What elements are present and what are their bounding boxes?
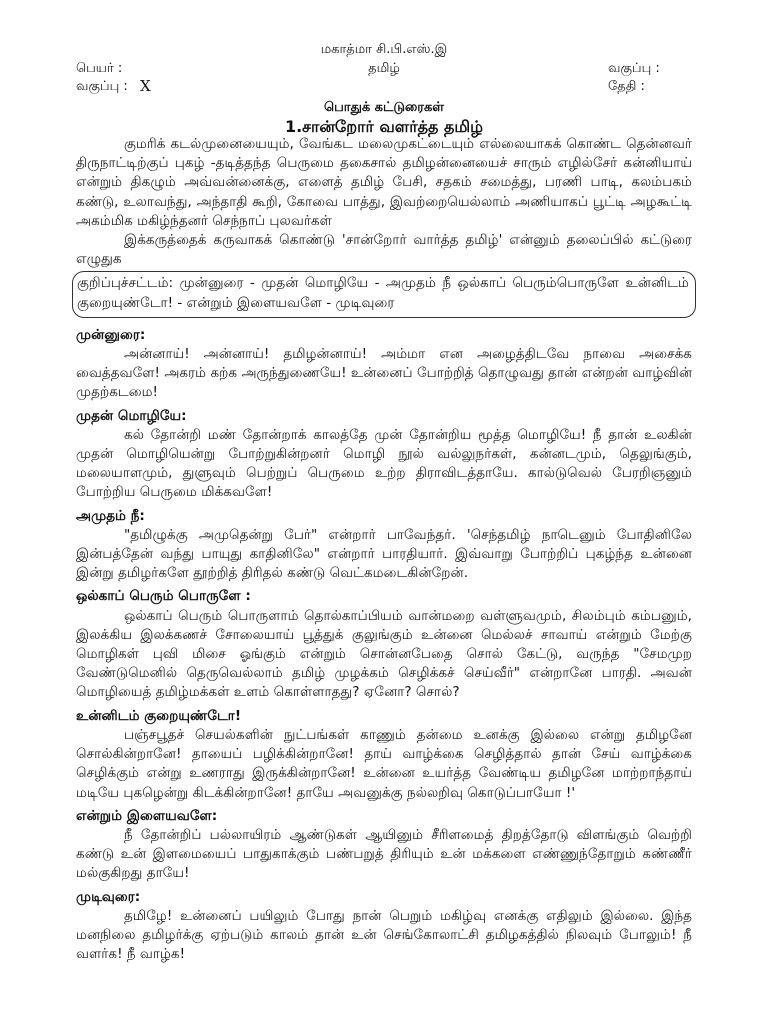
section-heading: உன்னிடம் குறையுண்டோ! <box>76 707 242 724</box>
section-text: ஒல்காப் பெரும் பொருளாம் தொல்காப்பியம் வான்மறை வள்ளுவமும், சிலம்பும் கம்பனும், இலக்கிய இலக்கணச் சோலையாய் பூத்துக் குலுங்கும் உன்னை மெல்லச் சாவாய் என்றும் மேற்கு மொழிகள் புவி மிசை ஓங்கும் என்றும் சொன்னபேதை சொல் கேட்டு, வருந்த "சேமமுற வேண்டுமெனில் தெருவெல்லாம் தமிழ் முழக்கம் செழிக்கச் செய்வீர்" என்றானே பாரதி. அவன் மொழியைத் தமிழ்மக்கள் உளம் கொள்ளாதது? ஏனோ? சொல்? <box>76 607 692 701</box>
class-label-left: வகுப்பு : <box>76 79 128 94</box>
outline-box <box>72 271 696 317</box>
section-text: "தமிழுக்கு அமுதென்று பேர்" என்றார் பாவேந்தர். 'செந்தமிழ் நாடெனும் போதினிலே இன்பத்தேன் வந்து பாயுது காதினிலே" என்றார் பாரதியார். இவ்வாறு போற்றிப் புகழ்ந்த உன்னை இன்று தமிழர்களே தூற்றித் திரிதல் கண்டு வெட்கமடைகின்றேன். <box>76 526 692 582</box>
name-label: பெயர் : <box>76 61 123 76</box>
section-text: அன்னாய்! அன்னாய்! தமிழன்னாய்! அம்மா என அழைத்திடவே நாவை அசைக்க வைத்தவளே! அகரம் கற்க அருந்துணையே! உன்னைப் போற்றித் தொழுவது தான் என்றன் வாழ்வின் முதற்கடமை! <box>76 346 692 401</box>
school-name: மகாத்மா சி.பி.எஸ்.இ <box>320 42 448 57</box>
header-row-2 <box>76 79 692 97</box>
section-text: பஞ்சபூதச் செயல்களின் நுட்பங்கள் காணும் தன்மை உனக்கு இல்லை என்று தமிழனே சொல்கின்றானே! தாயைப் பழிக்கின்றானே! தாய் வாழ்க்கை செழித்தால் தான் சேய் வாழ்க்கை செழிக்கும் என்று உணராது இருக்கின்றானே! உன்னை உயர்த்த வேண்டிய தமிழனே மாற்றாந்தாய் மடியே புகழென்று கிடக்கின்றானே! தாயே அவனுக்கு நல்லறிவு கொடுப்பாயோ !' <box>76 726 692 801</box>
section-heading: முடிவுரை: <box>76 888 141 905</box>
essay-body <box>76 135 692 964</box>
section-text: நீ தோன்றிப் பல்லாயிரம் ஆண்டுகள் ஆயினும் சீரிளமைத் திறத்தோடு விளங்கும் வெற்றி கண்டு உன் இளமையைப் பாதுகாக்கும் பண்பறுத் திரியும் உன் மக்களை எண்ணுந்தோறும் கண்ணீர் மல்குகிறது தாயே! <box>76 826 692 882</box>
section-heading: முன்னுரை: <box>76 326 146 343</box>
section-heading: ஒல்காப் பெரும் பொருளே : <box>76 588 251 605</box>
intro-paragraph: குமரிக் கடல்முனையையும், வேங்கட மலைமுகட்டையும் எல்லையாகக் கொண்ட தென்னவர் திருநாட்டிற்குப் புகழ் -தடித்தந்த பெருமை தகைசால் தமிழன்னையைச் சாரும் எழில்சேர் கன்னியாய் என்றும் திகழும் அவ்வன்னைக்கு, எளைத் தமிழ் பேசி, சதகம் சமைத்து, பரணி பாடி, கலம்பகம் கண்டு, உலாவந்து, அந்தாதி கூறி, கோவை பாத்து, இவற்றையெல்லாம் அணியாகப் பூட்டி அழகூட்டி அகம்மிக மகிழ்ந்தனர் செந்நாப் புலவர்கள் <box>76 136 692 229</box>
section-heading: அமுதம் நீ: <box>76 507 145 524</box>
outline-text: குறிப்புச்சட்டம்: முன்னுரை - முதன் மொழியே - அமுதம் நீ ஒல்காப் பெரும்பொருளே உன்னிடம் குறையுண்டோ! - என்றும் இளையவளே - முடிவுரை <box>77 275 689 311</box>
subject-label: தமிழ் <box>368 61 400 76</box>
section-text: கல் தோன்றி மண் தோன்றாக் காலத்தே முன் தோன்றிய மூத்த மொழியே! நீ தான் உலகின் முதன் மொழியென்று போற்றுகின்றனர் மொழி நூல் வல்லுநர்கள், கன்னடமும், தெலுங்கும், மலையாளமும், துளுவும் பெற்றுப் பெருமை உற்ற திராவிடத்தாயே. கால்டுவெல் பேரறிஞனும் போற்றிய பெருமை மிக்கவளே! <box>76 426 692 501</box>
essay-title: 1.சான்றோர் வளர்த்த தமிழ் <box>284 117 484 136</box>
document-kind: பொதுக் கட்டுரைகள் <box>323 100 445 115</box>
header-row-1 <box>76 61 692 79</box>
date-label: தேதி : <box>608 79 645 94</box>
class-value: X <box>140 77 151 95</box>
section-text: தமிழே! உன்னைப் பயிலும் போது நான் பெறும் மகிழ்வு எனக்கு எதிலும் இல்லை. இந்த மனநிலை தமிழர்க்கு ஏற்படும் காலம் தான் உன் செங்கோலாட்சி தமிழகத்தில் நிலவும் போலும்! நீ வளர்க! நீ வாழ்க! <box>76 907 692 963</box>
class-label-right: வகுப்பு : <box>608 61 660 76</box>
instruction-paragraph: இக்கருத்தைக் கருவாகக் கொண்டு 'சான்றோர் வார்த்த தமிழ்' என்னும் தலைப்பில் கட்டுரை எழுதுக <box>76 232 692 268</box>
section-heading: முதன் மொழியே: <box>76 407 187 424</box>
section-heading: என்றும் இளையவளே: <box>76 807 218 824</box>
